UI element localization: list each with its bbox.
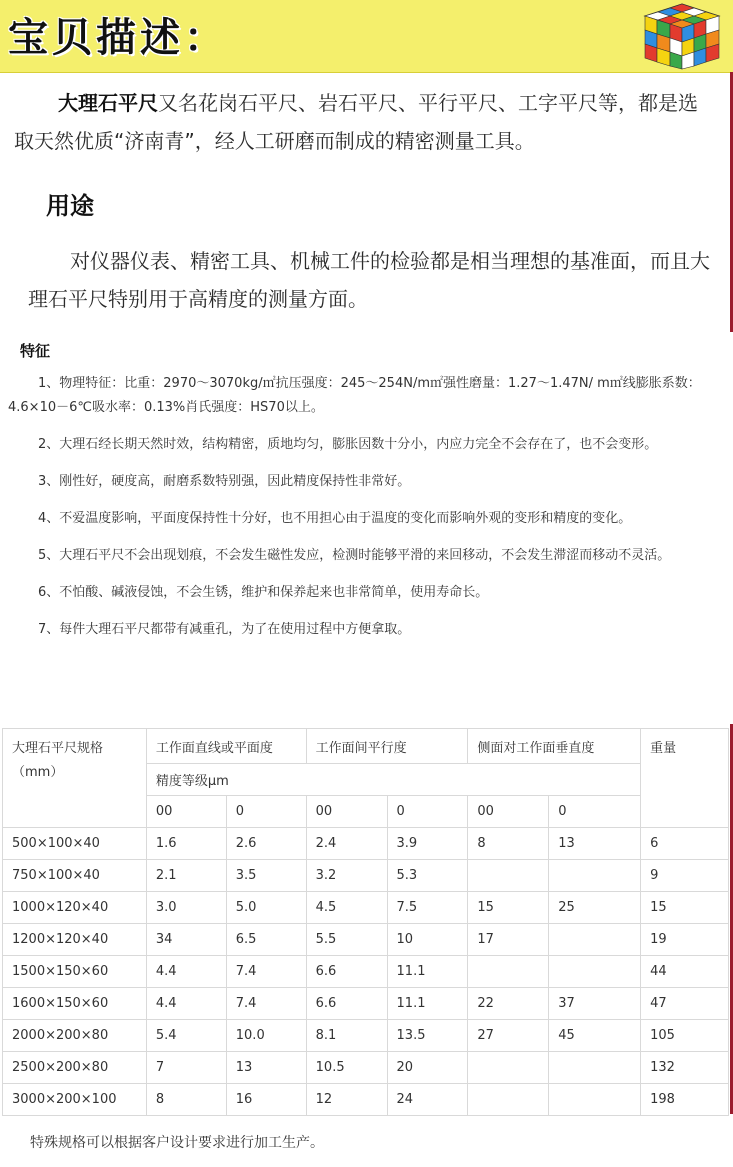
precision-grade-label: 精度等级μm [146,764,640,796]
table-cell: 198 [641,1084,729,1116]
table-cell: 2.6 [226,828,306,860]
table-cell: 45 [549,1020,641,1052]
use-heading: 用途 [46,192,94,220]
feature-item [8,470,722,494]
table-cell: 8 [146,1084,226,1116]
table-cell: 15 [641,892,729,924]
table-cell: 5.5 [306,924,387,956]
table-cell: 5.0 [226,892,306,924]
table-cell [549,860,641,892]
table-row [3,1052,729,1084]
table-cell [549,956,641,988]
table-cell: 37 [549,988,641,1020]
table-cell: 105 [641,1020,729,1052]
table-row [3,892,729,924]
feature-text: 1、物理特征：比重：2970～3070kg/㎡抗压强度：245～254N/m㎡强性磨量：1.27～1.47N/ m㎡线膨胀系数：4.6×10－6℃吸水率：0.13%肖氏强度：HS70以上。 [8,376,701,415]
table-cell: 20 [387,1052,468,1084]
table-cell: 3.2 [306,860,387,892]
perpendicularity-header: 侧面对工作面垂直度 [468,729,641,764]
table-cell: 10.5 [306,1052,387,1084]
table-cell: 132 [641,1052,729,1084]
feature-item [8,372,722,420]
table-cell: 5.4 [146,1020,226,1052]
table-cell: 8 [468,828,549,860]
table-cell: 4.4 [146,988,226,1020]
table-cell: 5.3 [387,860,468,892]
use-text: 对仪器仪表、精密工具、机械工件的检验都是相当理想的基准面，而且大理石平尺特别用于高精度的测量方面。 [28,249,710,311]
header-banner [0,0,733,73]
table-cell: 13 [549,828,641,860]
table-cell [468,956,549,988]
table-row [3,828,729,860]
table-cell [468,1052,549,1084]
table-cell: 9 [641,860,729,892]
table-cell: 11.1 [387,956,468,988]
use-paragraph [28,242,714,318]
table-cell: 27 [468,1020,549,1052]
table-cell [549,924,641,956]
spec-table-body [3,828,729,1116]
table-row [3,956,729,988]
table-cell: 7.4 [226,956,306,988]
table-cell: 7.5 [387,892,468,924]
table-cell: 22 [468,988,549,1020]
table-cell: 25 [549,892,641,924]
table-cell: 13.5 [387,1020,468,1052]
table-cell [549,1052,641,1084]
feature-item [8,618,722,642]
spec-header-cell: 大理石平尺规格（mm） [3,729,147,828]
table-cell: 15 [468,892,549,924]
features-heading: 特征 [20,342,51,360]
feature-text: 3、刚性好，硬度高，耐磨系数特别强，因此精度保持性非常好。 [38,474,411,489]
table-cell: 7 [146,1052,226,1084]
table-cell: 4.5 [306,892,387,924]
table-cell: 12 [306,1084,387,1116]
feature-text: 7、每件大理石平尺都带有减重孔，为了在使用过程中方便拿取。 [38,622,411,637]
feature-item [8,544,722,568]
intro-text: 又名花岗石平尺、岩石平尺、平行平尺、工字平尺等，都是选取天然优质“济南青”，经人工研磨而制成的精密测量工具。 [14,91,698,153]
grade-0: 0 [387,796,468,828]
table-cell: 1.6 [146,828,226,860]
table-cell: 24 [387,1084,468,1116]
table-cell: 16 [226,1084,306,1116]
table-cell: 6 [641,828,729,860]
intro-product-name: 大理石平尺 [58,91,158,115]
table-row [3,924,729,956]
table-cell: 10.0 [226,1020,306,1052]
table-cell: 44 [641,956,729,988]
table-cell: 500×100×40 [3,828,147,860]
feature-text: 4、不爱温度影响，平面度保持性十分好，也不用担心由于温度的变化而影响外观的变形和精度的变化。 [38,511,632,526]
table-cell [468,1084,549,1116]
table-cell: 4.4 [146,956,226,988]
table-cell: 34 [146,924,226,956]
feature-text: 5、大理石平尺不会出现划痕，不会发生磁性发应，检测时能够平滑的来回移动，不会发生滞涩而移动不灵活。 [38,548,671,563]
table-cell: 11.1 [387,988,468,1020]
table-cell: 2.1 [146,860,226,892]
banner-title: 宝贝描述： [8,15,228,61]
table-cell: 1200×120×40 [3,924,147,956]
grade-00: 00 [306,796,387,828]
table-cell: 17 [468,924,549,956]
table-cell: 1000×120×40 [3,892,147,924]
table-row [3,1084,729,1116]
table-cell: 6.5 [226,924,306,956]
table-cell: 750×100×40 [3,860,147,892]
feature-item [8,581,722,605]
weight-header: 重量 [641,729,729,828]
grade-0: 0 [549,796,641,828]
table-cell: 3.5 [226,860,306,892]
rubiks-cube-icon [639,2,725,70]
table-cell [549,1084,641,1116]
table-cell: 8.1 [306,1020,387,1052]
table-cell: 1500×150×60 [3,956,147,988]
table-cell: 6.6 [306,956,387,988]
parallel-header: 工作面间平行度 [306,729,468,764]
table-cell: 1600×150×60 [3,988,147,1020]
table-row [3,860,729,892]
table-cell: 3.9 [387,828,468,860]
intro-paragraph [14,84,714,160]
grade-00: 00 [468,796,549,828]
table-row [3,988,729,1020]
flatness-header: 工作面直线或平面度 [146,729,306,764]
table-cell: 3000×200×100 [3,1084,147,1116]
table-cell: 3.0 [146,892,226,924]
table-cell: 13 [226,1052,306,1084]
feature-item [8,507,722,531]
table-cell: 10 [387,924,468,956]
grade-0: 0 [226,796,306,828]
table-cell: 6.6 [306,988,387,1020]
feature-text: 2、大理石经长期天然时效，结构精密，质地均匀，膨胀因数十分小，内应力完全不会存在了，也不会变形。 [38,437,658,452]
table-cell: 2000×200×80 [3,1020,147,1052]
feature-item [8,433,722,457]
table-cell: 2500×200×80 [3,1052,147,1084]
footer-note: 特殊规格可以根据客户设计要求进行加工生产。 [30,1135,324,1151]
table-row [3,1020,729,1052]
grade-00: 00 [146,796,226,828]
table-cell [468,860,549,892]
table-cell: 19 [641,924,729,956]
feature-text: 6、不怕酸、碱液侵蚀，不会生锈，维护和保养起来也非常简单，使用寿命长。 [38,585,489,600]
spec-table [2,728,729,1116]
table-cell: 7.4 [226,988,306,1020]
features-list [8,372,722,655]
table-cell: 47 [641,988,729,1020]
table-cell: 2.4 [306,828,387,860]
